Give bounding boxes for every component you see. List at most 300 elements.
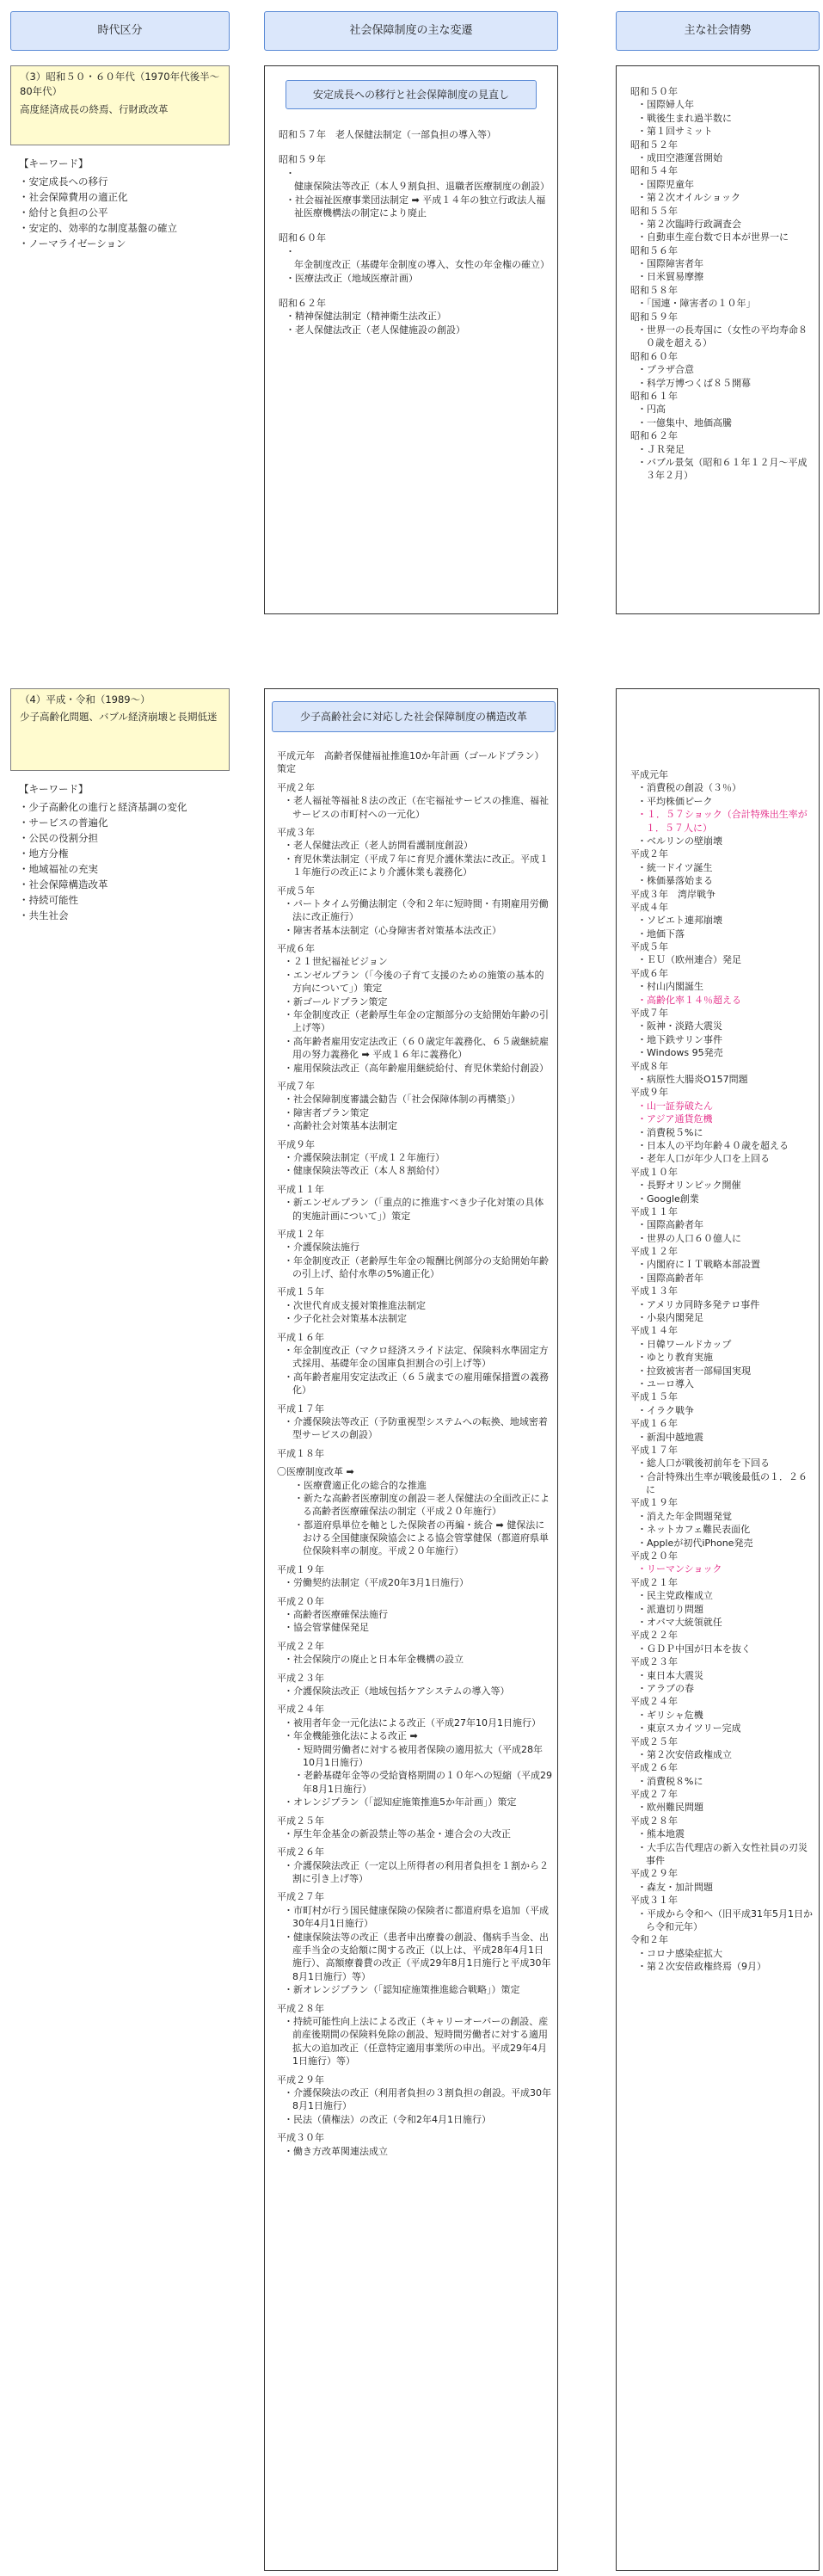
year-group	[277, 884, 552, 938]
year-label: 平成１６年	[277, 1331, 324, 1343]
year-label: 平成１１年	[630, 1205, 678, 1217]
year-label: 平成２４年	[630, 1696, 678, 1708]
list-item: ・ 老人保健法改正（老人訪問看護制度創設）	[277, 839, 552, 852]
year-label: 平成２４年	[277, 1704, 324, 1716]
list-item: ・ 老年人口が年少人口を上回る	[630, 1152, 814, 1165]
sub-item: ・ 短時間労働者に対する被用者保険の適用拡大（平成28年10月1日施行）	[277, 1743, 552, 1770]
list-item: ・ 熊本地震	[630, 1827, 814, 1840]
list-item: ・ 株価暴落始まる	[630, 874, 814, 887]
list-item: ・ ＧＤＰ中国が日本を抜く	[630, 1642, 814, 1655]
year-label: 平成２１年	[630, 1576, 678, 1588]
list-item: ・ 年金制度改正（基礎年金制度の導入、女性の年金権の確立）	[279, 245, 549, 272]
sub-item: ・ 老齢基礎年金等の受給資格期間の１０年への短縮（平成29年8月1日施行）	[277, 1769, 552, 1796]
year-label: 平成２２年	[630, 1630, 678, 1642]
year-label: 平成２８年	[277, 2002, 324, 2014]
list-item: ・ 介護保険法施行	[277, 1241, 552, 1254]
list-item: ・ 高齢者医療確保法施行	[277, 1608, 552, 1621]
list-item: ・ 第２次安倍政権成立	[630, 1748, 814, 1761]
list-item: ・ 東京スカイツリー完成	[630, 1722, 814, 1735]
list-item: ・ 消費税８%に	[630, 1775, 814, 1788]
year-label: 平成９年	[630, 1087, 668, 1099]
s4-keywords: 【キーワード】 ・ 少子高齢化の進行と経済基調の変化 ・ サービスの普遍化 ・ 公民の役割分担 ・ 地方分権 ・ 地域福祉の充実 ・ 社会保障構造改革 ・ 持続可能性 ・ 共生社会	[10, 771, 230, 923]
list-item: ・ 合計特殊出生率が戦後最低の１．２６に	[630, 1470, 814, 1497]
list-item: ・ 育児休業法制定（平成７年に育児介護休業法に改正。平成１１年施行の改正により介護休業も義務化）	[277, 853, 552, 879]
list-item: ・ 世界一の長寿国に（女性の平均寿命８０歳を超える）	[630, 324, 813, 350]
highlight-item: ・ リーマンショック	[630, 1562, 814, 1575]
s4-era-title: （4）平成・令和（1989～）	[20, 693, 150, 706]
year-label: 平成２３年	[630, 1656, 678, 1668]
list-item: ・ 持続可能性向上法による改正（キャリーオーバーの創設、産前産後期間の保険料免除の創設、短時間労働者に対する適用拡大の追加改正（任意特定適用事業所の申出。平成29年4月1日施行）等）	[277, 2015, 552, 2068]
year-label: 平成２５年	[630, 1735, 678, 1747]
list-item: ・ 精神保健法制定（精神衛生法改正）	[279, 310, 549, 323]
list-item: ・ 少子化社会対策基本法制定	[277, 1312, 552, 1325]
year-group	[277, 1672, 552, 1698]
year-label: 昭和５４年	[630, 165, 678, 177]
sub-item: ・ 医療費適正化の総合的な推進	[277, 1479, 552, 1492]
year-label: 昭和５６年	[630, 244, 678, 256]
year-label: 平成２６年	[630, 1762, 678, 1774]
year-group	[630, 1417, 814, 1444]
year-group	[630, 1761, 814, 1788]
list-item: ・ 年金制度改正（老齢厚生年金の定額部分の支給開始年齢の引上げ等）	[277, 1008, 552, 1035]
year-group	[277, 2131, 552, 2158]
year-group	[279, 153, 549, 219]
keyword-item: ・ 持続可能性	[19, 892, 230, 908]
year-group	[277, 1890, 552, 1996]
year-label: 平成１０年	[630, 1166, 678, 1178]
year-group	[630, 1655, 814, 1695]
list-item: ・ 新エンゼルプラン（「重点的に推進すべき少子化対策の具体的実施計画について」）策定	[277, 1196, 552, 1223]
year-label: 昭和６２年	[279, 297, 326, 309]
year-label: 平成２０年	[630, 1550, 678, 1562]
list-item: ・ オバマ大統領就任	[630, 1616, 814, 1629]
year-label: 平成２２年	[277, 1640, 324, 1652]
year-label: 平成８年	[630, 1060, 668, 1072]
year-label: 平成３年 湾岸戦争	[630, 888, 716, 900]
list-item: ・ 障害者基本法制定（心身障害者対策基本法改正）	[277, 924, 552, 937]
list-item: ・ 国際婦人年	[630, 98, 813, 111]
list-item: ・ ＪＲ発足	[630, 443, 813, 456]
year-group	[630, 1007, 814, 1060]
year-group	[277, 1563, 552, 1590]
year-label: 令和２年	[630, 1934, 668, 1946]
year-label: 平成１１年	[277, 1183, 324, 1195]
year-group	[630, 967, 814, 1007]
year-group	[277, 1595, 552, 1635]
list-item: ・ ２１世紀福祉ビジョン	[277, 955, 552, 968]
year-group	[277, 1846, 552, 1885]
year-group	[277, 1402, 552, 1442]
s4-policy-list	[277, 744, 552, 2158]
list-item: ・ 病原性大腸炎O157問題	[630, 1073, 814, 1086]
year-group	[630, 1735, 814, 1762]
year-group	[277, 1080, 552, 1133]
list-item: ・ 新潟中越地震	[630, 1431, 814, 1444]
year-label: 平成１５年	[630, 1391, 678, 1403]
list-item: ・ 年金制度改正（老齢厚生年金の報酬比例部分の支給開始年齢の引上げ、給付水準の5%適正化）	[277, 1254, 552, 1281]
year-label: 平成元年	[630, 769, 668, 780]
list-item: ・ 介護保険法改正（地域包括ケアシステムの導入等）	[277, 1685, 552, 1698]
list-item: ・ 日本人の平均年齢４０歳を超える	[630, 1139, 814, 1152]
list-item: ・ 年金機能強化法による改正 ➡	[277, 1729, 552, 1742]
year-label: 平成１６年	[630, 1418, 678, 1430]
list-item: ・ 介護保険法の改正（利用者負担の３割負担の創設。平成30年8月1日施行）	[277, 2086, 552, 2113]
list-item: ・ アラブの春	[630, 1682, 814, 1695]
list-item: ・ バブル景気（昭和６１年１２月～平成３年２月）	[630, 456, 813, 483]
list-item: ・ ユーロ導入	[630, 1377, 814, 1390]
list-item: ・ 厚生年金基金の新設禁止等の基金・連合会の大改正	[277, 1827, 552, 1840]
year-group	[630, 888, 814, 901]
year-label: 平成１２年	[277, 1228, 324, 1240]
year-group	[630, 1788, 814, 1815]
s3-social-column	[616, 65, 820, 614]
list-item: ・ 平均株価ピーク	[630, 795, 814, 808]
year-group	[277, 1228, 552, 1281]
list-item: ・ 民法（債権法）の改正（令和2年4月1日施行）	[277, 2113, 552, 2126]
keyword-item: ・ ノーマライゼーション	[19, 236, 230, 251]
year-label: 平成２９年	[630, 1868, 678, 1880]
year-label: 平成１４年	[630, 1325, 678, 1337]
s4-era-column	[10, 688, 230, 2571]
year-group	[277, 1285, 552, 1325]
keyword-item: ・ 公民の役割分担	[19, 830, 230, 846]
year-label: 平成２５年	[277, 1815, 324, 1827]
list-item: ・ 第２次安倍政権終焉（9月）	[630, 1960, 814, 1973]
year-group	[630, 847, 814, 887]
year-group	[630, 901, 814, 940]
list-item: ・ 高齢社会対策基本法制定	[277, 1119, 552, 1132]
list-item: ・ 年金制度改正（マクロ経済スライド法定、保険料水準固定方式採用、基礎年金の国庫負担割合の引上げ等）	[277, 1344, 552, 1371]
s4-era-subtitle: 少子高齢化問題、バブル経済崩壊と長期低迷	[20, 711, 218, 724]
list-item: ・ 国際児童年	[630, 178, 813, 191]
year-group	[630, 164, 813, 204]
list-item: ・ 介護保険法等改正（予防重視型システムへの転換、地域密着型サービスの創設）	[277, 1415, 552, 1442]
header-policy: 社会保障制度の主な変遷	[264, 11, 558, 51]
year-label: 平成３０年	[277, 2132, 324, 2144]
year-group	[630, 1695, 814, 1735]
year-group	[630, 1894, 814, 1933]
list-item: ・ 日韓ワールドカップ	[630, 1338, 814, 1351]
year-group	[630, 85, 813, 139]
year-group	[279, 297, 549, 336]
s3-policy-title: 安定成長への移行と社会保障制度の見直し	[286, 80, 537, 109]
list-item: ・ 介護保険法制定（平成１２年施行）	[277, 1151, 552, 1164]
list-item: ・ 地価下落	[630, 927, 814, 940]
s3-era-box	[10, 65, 230, 145]
year-label: 平成１７年	[630, 1444, 678, 1456]
header-era: 時代区分	[10, 11, 230, 51]
highlight-item: ・ 山一証券破たん	[630, 1100, 814, 1112]
list-item: ・ 老人福祉等福祉８法の改正（在宅福祉サービスの推進、福祉サービスの市町村への一元化）	[277, 794, 552, 821]
sub-item: ・ 都道府県単位を軸とした保険者の再編・統合 ➡ 健保法における全国健康保険協会による協会管掌健保（都道府県単位保険料率の制度。平成２０年施行）	[277, 1519, 552, 1558]
year-group	[630, 1166, 814, 1205]
year-label: 平成１９年	[277, 1563, 324, 1575]
list-item: ・ 総人口が戦後初前年を下回る	[630, 1457, 814, 1470]
year-label: 昭和５８年	[630, 284, 678, 296]
list-item: ・ 雇用保険法改正（高年齢雇用継続給付、育児休業給付創設）	[277, 1062, 552, 1075]
year-group	[277, 1138, 552, 1178]
list-item: ・ プラザ合意	[630, 363, 813, 376]
year-group	[630, 390, 813, 429]
year-group	[630, 1867, 814, 1894]
year-label: 平成２年	[277, 781, 315, 793]
list-item: ・ アメリカ同時多発テロ事件	[630, 1298, 814, 1311]
year-group	[630, 1496, 814, 1550]
year-group	[630, 139, 813, 165]
year-group	[630, 311, 813, 350]
year-label: 昭和５９年	[279, 154, 326, 166]
year-label: 平成１９年	[630, 1497, 678, 1509]
year-label: 平成３年	[277, 826, 315, 838]
list-item: ・ 被用者年金一元化法による改正（平成27年10月1日施行）	[277, 1716, 552, 1729]
year-group	[630, 1933, 814, 1973]
keyword-item: ・ 安定的、効率的な制度基盤の確立	[19, 220, 230, 236]
year-group	[630, 244, 813, 284]
year-label: 平成１３年	[630, 1285, 678, 1297]
list-item: ・ 次世代育成支援対策推進法制定	[277, 1299, 552, 1312]
list-item: ・ ソビエト連邦崩壊	[630, 914, 814, 927]
list-item: ・ 小泉内閣発足	[630, 1311, 814, 1324]
header-social: 主な社会情勢	[616, 11, 820, 51]
list-item: ・ 消費税５%に	[630, 1126, 814, 1139]
list-item: ・ 社会保障制度審議会勧告（「社会保障体制の再構築」）	[277, 1093, 552, 1106]
list-item: ・ Appleが初代iPhone発売	[630, 1537, 814, 1550]
year-group	[630, 205, 813, 244]
year-group	[630, 1550, 814, 1576]
list-item: ・ 第２次臨時行政調査会	[630, 218, 813, 231]
year-group	[279, 128, 549, 141]
year-label: 平成６年	[277, 943, 315, 955]
list-item: ・ ギリシャ危機	[630, 1709, 814, 1722]
list-item: ・ パートタイム労働法制定（令和２年に短時間・有期雇用労働法に改正施行）	[277, 897, 552, 924]
s3-era-column	[10, 65, 230, 614]
list-item: ・ 統一ドイツ誕生	[630, 861, 814, 874]
list-item: ・ オレンジプラン（「認知症施策推進5か年計画」）策定	[277, 1796, 552, 1809]
year-group	[277, 1465, 552, 1558]
list-item: ・ 第１回サミット	[630, 125, 813, 138]
list-item: ・ 森友・加計問題	[630, 1881, 814, 1894]
list-item: ・ 円高	[630, 403, 813, 416]
list-item: ・ 健康保険法等改正（本人９割負担、退職者医療制度の創設）	[279, 167, 549, 194]
list-item: ・ 国際障害者年	[630, 257, 813, 270]
list-item: ・ 国際高齢者年	[630, 1218, 814, 1231]
year-group	[630, 1086, 814, 1165]
list-item: ・ 「国連・障害者の１０年」	[630, 297, 813, 310]
list-item: ・ Google創業	[630, 1192, 814, 1205]
s3-keywords: 【キーワード】 ・ 安定成長への移行 ・ 社会保障費用の適正化 ・ 給付と負担の公平 ・ 安定的、効率的な制度基盤の確立 ・ ノーマライゼーション	[10, 145, 230, 251]
s3-era-title: （3）昭和５０・６０年代（1970年代後半～80年代）	[20, 71, 220, 98]
s3-policy-list	[279, 128, 549, 336]
list-item: ・ 健康保険法等改正（本人８割給付）	[277, 1164, 552, 1177]
list-item: ・ 内閣府にＩＴ戦略本部設置	[630, 1258, 814, 1271]
list-item: ・ 阪神・淡路大震災	[630, 1020, 814, 1032]
year-group	[277, 1703, 552, 1809]
list-item: ・ 協会管掌健保発足	[277, 1621, 552, 1634]
year-group	[630, 768, 814, 847]
highlight-item: ・ アジア通貨危機	[630, 1112, 814, 1125]
year-label: 平成５年	[277, 884, 315, 897]
year-label: 平成７年	[630, 1008, 668, 1020]
year-label: 昭和５９年	[630, 311, 678, 323]
list-item: ・ 社会保険庁の廃止と日本年金機構の設立	[277, 1653, 552, 1666]
list-item: ・ エンゼルプラン（「今後の子育て支援のための施策の基本的方向について」）策定	[277, 969, 552, 995]
s4-policy-column	[264, 688, 558, 2571]
year-group	[630, 1629, 814, 1655]
year-label: 平成２０年	[277, 1595, 324, 1607]
highlight-item: ・ １．５７ショック（合計特殊出生率が１．５７人に）	[630, 808, 814, 835]
highlight-item: ・ 高齢化率１４％超える	[630, 994, 814, 1007]
keyword-item: ・ 地方分権	[19, 846, 230, 861]
list-item: ・ 新ゴールドプラン策定	[277, 995, 552, 1008]
year-group	[277, 1815, 552, 1841]
year-group	[277, 826, 552, 879]
list-item: ・ 成田空港運営開始	[630, 151, 813, 164]
list-item: ・ 社会福祉医療事業団法制定 ➡ 平成１４年の独立行政法人福祉医療機構法の制定により廃止	[279, 194, 549, 220]
s4-policy-title: 少子高齢社会に対応した社会保障制度の構造改革	[272, 701, 556, 732]
year-label: 平成２７年	[277, 1891, 324, 1903]
year-label: 平成２６年	[277, 1846, 324, 1858]
list-item: ・ 拉致被害者一部帰国実現	[630, 1365, 814, 1377]
keyword-item: ・ 社会保障構造改革	[19, 877, 230, 892]
list-item: ・ 新オレンジプラン（「認知症施策推進総合戦略」）策定	[277, 1983, 552, 1996]
list-item: ・ 高年齢者雇用安定法改正（６５歳までの雇用確保措置の義務化）	[277, 1371, 552, 1397]
year-label: 平成１２年	[630, 1246, 678, 1258]
s3-social-list	[630, 85, 813, 483]
year-label: 平成元年 高齢者保健福祉推進10か年計画（ゴールドプラン）策定	[277, 750, 544, 775]
year-group	[630, 1060, 814, 1087]
year-group	[630, 1815, 814, 1868]
list-item: ・ 一億集中、地価高騰	[630, 416, 813, 429]
year-label: 昭和５７年 老人保健法制定（一部負担の導入等）	[279, 129, 496, 140]
s4-social-column	[616, 688, 820, 2571]
year-group	[630, 284, 813, 311]
year-group	[630, 1444, 814, 1497]
year-group	[277, 1331, 552, 1397]
year-label: 平成２９年	[277, 2074, 324, 2086]
list-item: ・ 科学万博つくば８５開幕	[630, 377, 813, 390]
list-item: ・ ゆとり教育実施	[630, 1351, 814, 1364]
list-item: ・ 第２次オイルショック	[630, 191, 813, 204]
keyword-item: ・ 地域福祉の充実	[19, 861, 230, 877]
list-item: ・ 長野オリンピック開催	[630, 1179, 814, 1192]
year-label: 平成１８年	[277, 1447, 324, 1459]
year-label: 〇医療制度改革 ➡	[277, 1466, 354, 1478]
keyword-item: ・ 給付と負担の公平	[19, 205, 230, 220]
list-item: ・ 派遣切り問題	[630, 1603, 814, 1616]
year-group	[630, 1390, 814, 1417]
list-item: ・ ＥＵ（欧州連合）発足	[630, 953, 814, 966]
year-group	[630, 1205, 814, 1245]
s3-policy-column	[264, 65, 558, 614]
list-item: ・ 老人保健法改正（老人保健施設の創設）	[279, 324, 549, 336]
year-group	[630, 1576, 814, 1630]
list-item: ・ 村山内閣誕生	[630, 980, 814, 993]
list-item: ・ 民主党政権成立	[630, 1589, 814, 1602]
year-label: 平成４年	[630, 901, 668, 913]
list-item: ・ 日米貿易摩擦	[630, 270, 813, 283]
year-label: 平成１７年	[277, 1402, 324, 1414]
year-label: 昭和６０年	[630, 350, 678, 362]
list-item: ・ 消費税の創設（３％）	[630, 781, 814, 794]
s4-social-list	[630, 768, 814, 1974]
list-item: ・ 医療法改正（地域医療計画）	[279, 272, 549, 285]
list-item: ・ 障害者プラン策定	[277, 1106, 552, 1119]
list-item: ・ 労働契約法制定（平成20年3月1日施行）	[277, 1576, 552, 1589]
list-item: ・ 働き方改革関連法成立	[277, 2145, 552, 2158]
s4-era-box	[10, 688, 230, 771]
sub-item: ・ 新たな高齢者医療制度の創設＝老人保健法の全面改正による高齢者医療確保法の制定（平成２０年施行）	[277, 1492, 552, 1519]
list-item: ・ Windows 95発売	[630, 1046, 814, 1059]
list-item: ・ 大手広告代理店の新入女性社員の刃災事件	[630, 1841, 814, 1868]
year-label: 昭和６２年	[630, 430, 678, 442]
year-label: 平成２３年	[277, 1672, 324, 1684]
list-item: ・ 地下鉄サリン事件	[630, 1033, 814, 1046]
keyword-item: ・ 少子高齢化の進行と経済基調の変化	[19, 799, 230, 815]
list-item: ・ 高年齢者雇用安定法改正（６０歳定年義務化、６５歳継続雇用の努力義務化 ➡ 平成１６年に義務化）	[277, 1035, 552, 1062]
year-label: 平成１５年	[277, 1286, 324, 1298]
year-group	[630, 1324, 814, 1390]
year-group	[630, 1245, 814, 1285]
list-item: ・ 介護保険法改正（一定以上所得者の利用者負担を１割から２割に引き上げ等）	[277, 1859, 552, 1886]
year-group	[279, 231, 549, 285]
list-item: ・ 市町村が行う国民健康保険の保険者に都道府県を追加（平成30年4月1日施行）	[277, 1904, 552, 1931]
list-item: ・ 消えた年金問題発覚	[630, 1510, 814, 1523]
keyword-item: ・ 安定成長への移行	[19, 174, 230, 189]
year-label: 平成２８年	[630, 1815, 678, 1827]
s3-era-subtitle: 高度経済成長の終焉、行財政改革	[20, 102, 169, 115]
year-group	[630, 940, 814, 967]
list-item: ・ 東日本大震災	[630, 1669, 814, 1682]
list-item: ・ 世界の人口６０億人に	[630, 1232, 814, 1245]
year-label: 昭和６０年	[279, 232, 326, 244]
year-group	[277, 781, 552, 821]
year-label: 昭和５０年	[630, 86, 678, 97]
keyword-item: ・ 共生社会	[19, 908, 230, 923]
year-group	[630, 429, 813, 483]
list-item: ・ イラク戦争	[630, 1404, 814, 1417]
year-group	[277, 2002, 552, 2068]
year-group	[630, 350, 813, 390]
year-label: 昭和５５年	[630, 205, 678, 217]
year-group	[277, 1640, 552, 1667]
year-group	[630, 1285, 814, 1324]
year-label: 平成７年	[277, 1080, 315, 1092]
year-label: 平成２年	[630, 848, 668, 860]
year-label: 平成２７年	[630, 1789, 678, 1801]
list-item: ・ 健康保険法等の改正（患者申出療養の創設、傷病手当金、出産手当金の支給額に関する改正（以上は、平成28年4月1日施行）、高額療養費の改正（平成29年8月1日施行と平成30年8月1日施行）等）	[277, 1931, 552, 1984]
list-item: ・ 自動車生産台数で日本が世界一に	[630, 231, 813, 243]
year-label: 昭和６１年	[630, 390, 678, 402]
year-label: 平成３１年	[630, 1895, 678, 1907]
keyword-item: ・ 社会保障費用の適正化	[19, 189, 230, 205]
list-item: ・ 国際高齢者年	[630, 1272, 814, 1285]
year-label: 平成９年	[277, 1138, 315, 1150]
list-item: ・ ベルリンの壁崩壊	[630, 835, 814, 847]
year-group	[277, 749, 552, 776]
year-label: 平成６年	[630, 967, 668, 979]
year-group	[277, 1183, 552, 1223]
list-item: ・ コロナ感染症拡大	[630, 1947, 814, 1960]
year-group	[277, 2074, 552, 2127]
keyword-item: ・ サービスの普遍化	[19, 815, 230, 830]
year-label: 昭和５２年	[630, 139, 678, 151]
list-item: ・ 戦後生まれ過半数に	[630, 112, 813, 125]
list-item: ・ 平成から令和へ（旧平成31年5月1日から令和元年）	[630, 1907, 814, 1934]
year-group	[277, 1447, 552, 1460]
year-label: 平成５年	[630, 941, 668, 953]
list-item: ・ 欧州難民問題	[630, 1801, 814, 1814]
list-item: ・ ネットカフェ難民表面化	[630, 1523, 814, 1536]
